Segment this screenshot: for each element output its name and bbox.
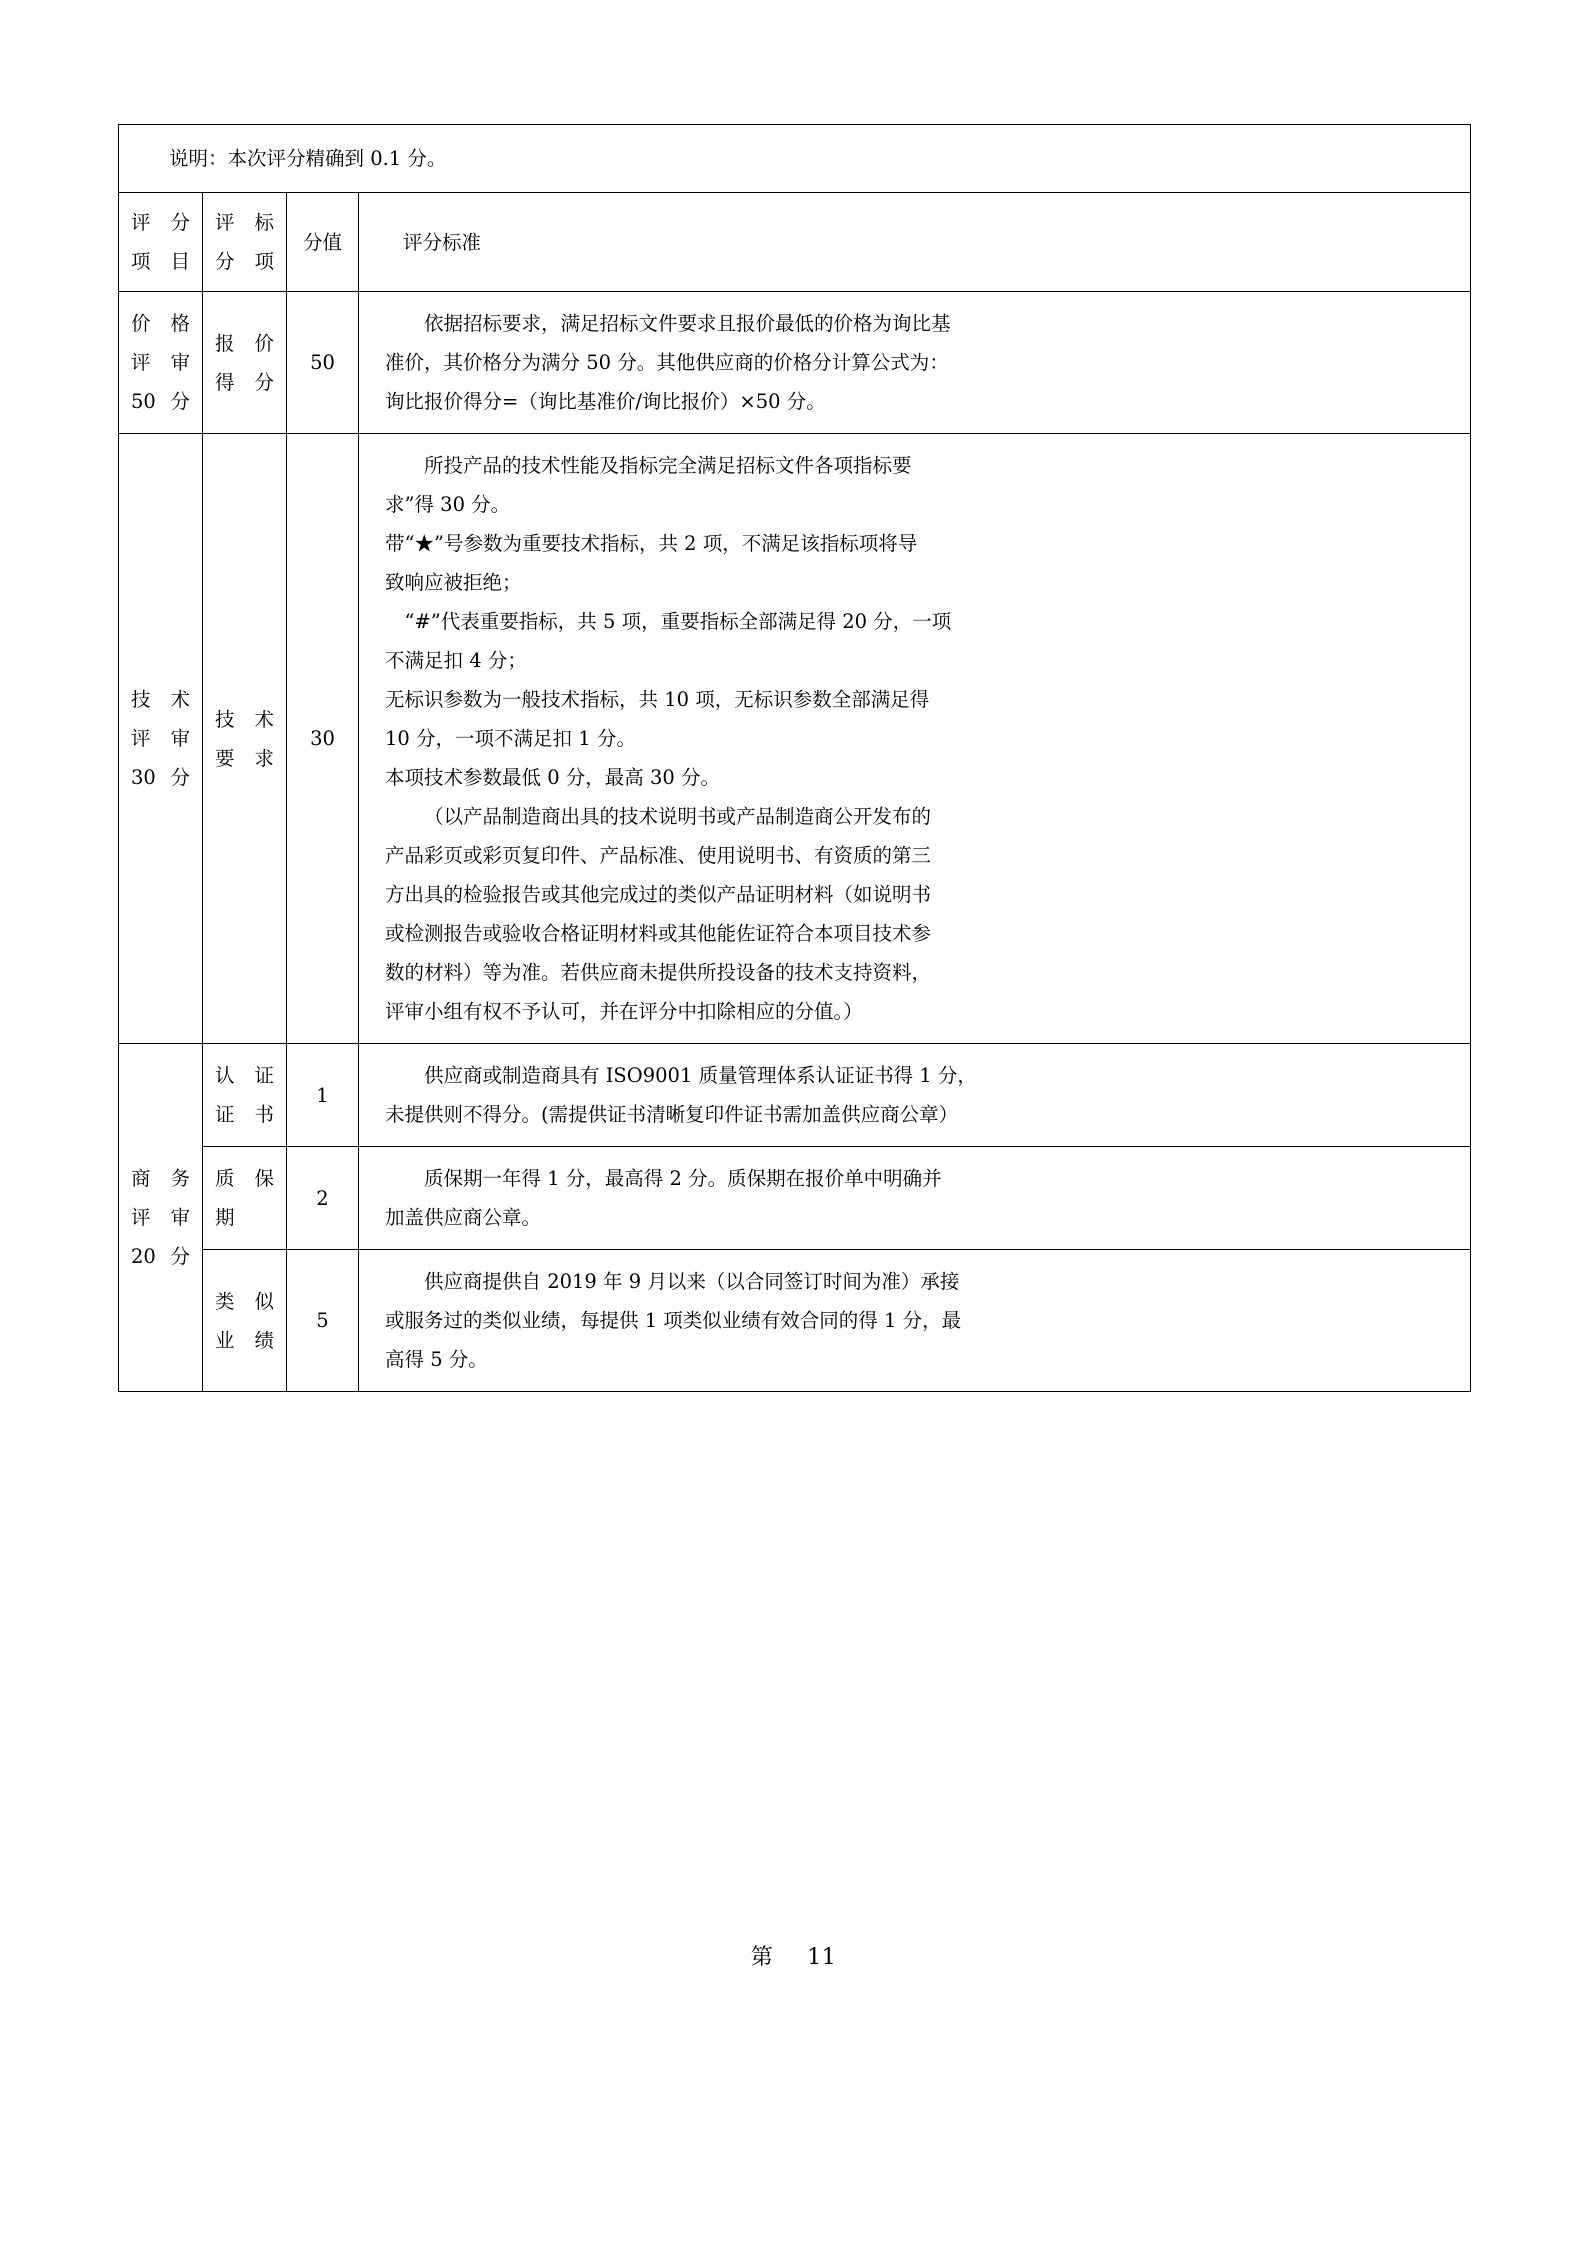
- row-subitem-certification: [203, 1044, 287, 1147]
- standard-paragraph: 方出具的检验报告或其他完成过的类似产品证明材料（如说明书: [385, 883, 932, 906]
- row-score-certification: 1: [287, 1044, 359, 1147]
- standard-paragraph: 不满足扣 4 分；: [385, 649, 527, 672]
- row-subitem-technical: [203, 434, 287, 1044]
- standard-paragraph: 所投产品的技术性能及指标完全满足招标文件各项指标要: [424, 454, 912, 477]
- row-subitem-price: [203, 292, 287, 434]
- row-subitem-line: 得分: [215, 370, 274, 394]
- standard-paragraph: 依据招标要求，满足招标文件要求且报价最低的价格为询比基: [424, 312, 951, 335]
- standard-paragraph: 供应商或制造商具有 ISO9001 质量管理体系认证证书得 1 分，: [424, 1064, 977, 1087]
- standard-paragraph: 数的材料）等为准。若供应商未提供所投设备的技术支持资料，: [385, 961, 932, 984]
- row-item-line: 评 审: [131, 351, 190, 374]
- standard-paragraph: 高得 5 分。: [385, 1348, 488, 1371]
- row-subitem-line: 证书: [215, 1103, 274, 1126]
- table-row: [119, 1250, 1471, 1392]
- column-header-subitem: [203, 193, 287, 292]
- row-item-line: 50 分: [131, 390, 190, 413]
- standard-paragraph: “#”代表重要指标，共 5 项，重要指标全部满足得 20 分，一项: [385, 610, 952, 633]
- row-subitem-line: 要求: [215, 746, 274, 770]
- row-score-technical: 30: [287, 434, 359, 1044]
- note-text: 说明：本次评分精确到 0.1 分。: [119, 125, 1471, 193]
- standard-paragraph: 产品彩页或彩页复印件、产品标准、使用说明书、有资质的第三: [385, 844, 932, 867]
- row-item-line: 评 审: [131, 727, 190, 750]
- standard-paragraph: 求”得 30 分。: [385, 493, 511, 516]
- column-header-item-line1: 评 分: [131, 211, 190, 234]
- row-item-business: [119, 1044, 203, 1392]
- standard-paragraph: 本项技术参数最低 0 分，最高 30 分。: [385, 766, 721, 789]
- standard-paragraph: 供应商提供自 2019 年 9 月以来（以合同签订时间为准）承接: [424, 1270, 960, 1293]
- standard-paragraph: 10 分，一项不满足扣 1 分。: [385, 727, 636, 750]
- column-header-subitem-line1: 评 标: [215, 211, 274, 234]
- table-row: [119, 1044, 1471, 1147]
- table-row: [119, 1147, 1471, 1250]
- column-header-standard: 评分标准: [359, 193, 1471, 292]
- row-standard-technical: [359, 434, 1471, 1044]
- standard-paragraph: 评审小组有权不予认可，并在评分中扣除相应的分值。）: [385, 1000, 863, 1023]
- standard-paragraph: 准价，其价格分为满分 50 分。其他供应商的价格分计算公式为：: [385, 351, 949, 374]
- standard-paragraph: 致响应被拒绝；: [385, 571, 522, 594]
- table-row: [119, 292, 1471, 434]
- row-subitem-line: 业绩: [215, 1328, 274, 1352]
- page-footer: [0, 1940, 1587, 1971]
- row-standard-certification: [359, 1044, 1471, 1147]
- standard-paragraph: 带“★”号参数为重要技术指标，共 2 项，不满足该指标项将导: [385, 532, 918, 555]
- row-standard-warranty: [359, 1147, 1471, 1250]
- row-subitem-line: 报价: [215, 331, 274, 355]
- standard-paragraph: （以产品制造商出具的技术说明书或产品制造商公开发布的: [424, 805, 932, 828]
- table-row: [119, 434, 1471, 1044]
- column-header-item-line2: 项 目: [131, 250, 190, 273]
- row-subitem-warranty: [203, 1147, 287, 1250]
- row-item-line: 商 务: [131, 1167, 190, 1190]
- column-header-score: 分值: [287, 193, 359, 292]
- row-standard-similar-performance: [359, 1250, 1471, 1392]
- column-header-item: [119, 193, 203, 292]
- row-score-similar-performance: 5: [287, 1250, 359, 1392]
- standard-paragraph: 或服务过的类似业绩，每提供 1 项类似业绩有效合同的得 1 分，最: [385, 1309, 962, 1332]
- row-item-line: 30 分: [131, 766, 190, 789]
- row-subitem-line: 期: [215, 1206, 235, 1229]
- standard-paragraph: 未提供则不得分。(需提供证书清晰复印件证书需加盖供应商公章）: [385, 1103, 959, 1126]
- row-item-line: 20 分: [131, 1245, 190, 1268]
- row-item-line: 评 审: [131, 1206, 190, 1229]
- footer-label: 第: [750, 1945, 774, 1970]
- table-header-row: [119, 193, 1471, 292]
- row-item-price: [119, 292, 203, 434]
- row-score-warranty: 2: [287, 1147, 359, 1250]
- standard-paragraph: 质保期一年得 1 分，最高得 2 分。质保期在报价单中明确并: [424, 1167, 942, 1190]
- scoring-criteria-table: [118, 124, 1471, 1392]
- page-number: 11: [807, 1945, 837, 1970]
- row-subitem-line: 类似: [215, 1289, 274, 1313]
- row-subitem-line: 技 术: [215, 707, 274, 731]
- standard-paragraph: 无标识参数为一般技术指标，共 10 项，无标识参数全部满足得: [385, 688, 930, 711]
- row-score-price: 50: [287, 292, 359, 434]
- row-item-technical: [119, 434, 203, 1044]
- row-subitem-line: 认 证: [215, 1064, 274, 1087]
- standard-paragraph: 询比报价得分=（询比基准价/询比报价）×50 分。: [385, 390, 826, 413]
- column-header-subitem-line2: 分 项: [215, 250, 274, 273]
- table-row-note: [119, 125, 1471, 193]
- row-subitem-similar-performance: [203, 1250, 287, 1392]
- row-item-line: 技 术: [131, 688, 190, 711]
- row-item-line: 价 格: [131, 312, 190, 335]
- row-standard-price: [359, 292, 1471, 434]
- standard-paragraph: 加盖供应商公章。: [385, 1206, 542, 1229]
- row-subitem-line: 质 保: [215, 1167, 274, 1190]
- standard-paragraph: 或检测报告或验收合格证明材料或其他能佐证符合本项目技术参: [385, 922, 932, 945]
